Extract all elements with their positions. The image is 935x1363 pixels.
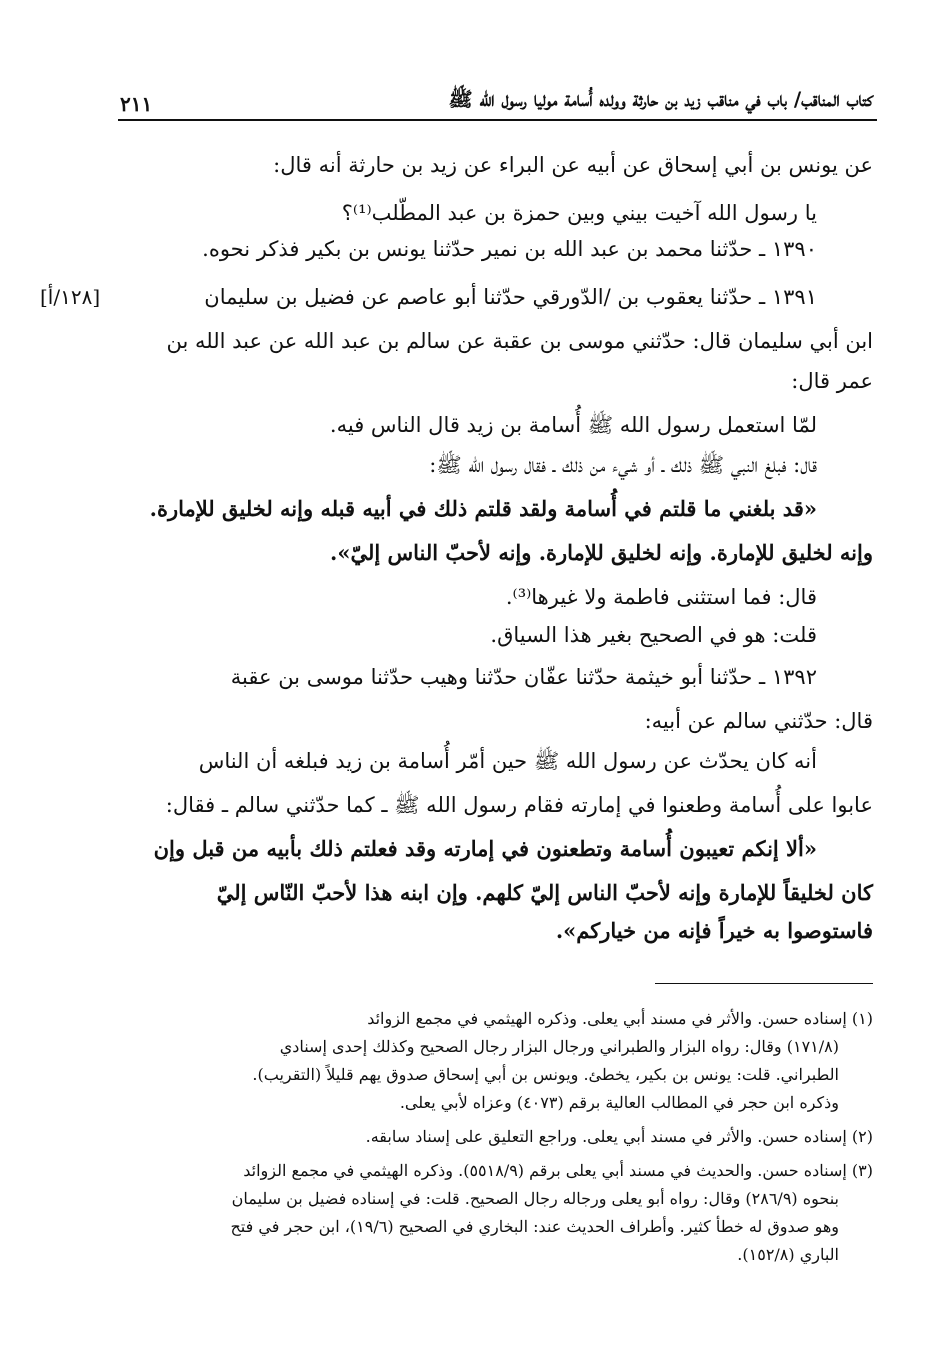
footnote-line xyxy=(126,1188,839,1210)
footnote-text: الباري (١٥٢/٨). xyxy=(737,1245,839,1264)
footnote-line xyxy=(126,1036,839,1058)
text-line xyxy=(126,584,817,610)
line-text: قال: فبلغ النبي ﷺ ذلك ـ أو شيء من ذلك ـ فقال رسول الله ﷺ: xyxy=(429,453,817,477)
text-line xyxy=(126,748,817,774)
line-text: ١٣٩٢ ـ حدّثنا أبو خيثمة حدّثنا عفّان حدّثنا وهيب حدّثنا موسى بن عقبة xyxy=(230,665,817,689)
text-line xyxy=(126,452,817,478)
footnote-line xyxy=(126,1064,839,1086)
text-line xyxy=(126,708,873,734)
text-line xyxy=(126,200,817,226)
text-line xyxy=(126,622,817,648)
line-text: كان لخليقاً للإمارة وإنه لأحبّ الناس إليّ كلهم. وإن ابنه هذا لأحبّ النّاس إليّ xyxy=(216,880,873,905)
footnote-line xyxy=(126,1126,873,1148)
footnote-text: الطبراني. قلت: يونس بن بكير، يخطئ. ويونس بن أبي إسحاق صدوق يهم قليلاً (التقريب). xyxy=(252,1065,839,1084)
footnote-line xyxy=(126,1160,873,1182)
line-text: ١٣٩١ ـ حدّثنا يعقوب بن /الدّورقي حدّثنا أبو عاصم عن فضيل بن سليمان xyxy=(204,285,817,309)
footnote-separator xyxy=(655,983,873,984)
text-line xyxy=(126,664,817,690)
line-text: «قد بلغني ما قلتم في أُسامة ولقد قلتم ذلك في أبيه قبله وإنه لخليق للإمارة. xyxy=(149,496,817,521)
text-line xyxy=(126,880,873,906)
footnote-line xyxy=(126,1092,839,1114)
header-rule xyxy=(118,119,877,121)
line-text: يا رسول الله آخيت بيني وبين حمزة بن عبد المطّلب⁽¹⁾؟ xyxy=(341,201,817,225)
footnote-text: (٣) إسناده حسن. والحديث في مسند أبي يعلى برقم (٥٥١٨/٩). وذكره الهيثمي في مجمع الزوائد xyxy=(243,1161,873,1180)
line-text: وإنه لخليق للإمارة. وإنه لخليق للإمارة. وإنه لأحبّ الناس إليّ». xyxy=(330,540,873,565)
line-text: عمر قال: xyxy=(791,369,873,393)
text-line xyxy=(126,412,817,438)
footnote-text: (١٧١/٨) وقال: رواه البزار والطبراني ورجال البزار رجال الصحيح وكذلك إحدى إسنادي xyxy=(279,1037,839,1056)
text-line xyxy=(126,540,873,566)
line-text: ١٣٩٠ ـ حدّثنا محمد بن عبد الله بن نمير حدّثنا يونس بن بكير فذكر نحوه. xyxy=(202,237,817,261)
text-line xyxy=(126,328,873,354)
line-text: لمّا استعمل رسول الله ﷺ أُسامة بن زيد قال الناس فيه. xyxy=(329,413,817,437)
text-line xyxy=(126,792,873,818)
line-text: قال: فما استثنى فاطمة ولا غيرها⁽³⁾. xyxy=(505,585,817,609)
text-line xyxy=(126,496,817,522)
line-text: فاستوصوا به خيراً فإنه من خياركم». xyxy=(555,918,873,943)
text-line xyxy=(126,836,817,862)
running-header xyxy=(120,84,873,116)
line-text: ابن أبي سليمان قال: حدّثني موسى بن عقبة عن سالم بن عبد الله عن عبد الله بن xyxy=(166,329,873,353)
text-line xyxy=(126,236,817,262)
text-line xyxy=(126,152,873,178)
footnote-text: وذكره ابن حجر في المطالب العالية برقم (٤٠٧٣) وعزاه لأبي يعلى. xyxy=(399,1093,839,1112)
line-text: «ألا إنكم تعيبون أُسامة وتطعنون في إمارته وقد فعلتم ذلك بأبيه من قبل وإن xyxy=(153,836,817,861)
footnote-line xyxy=(126,1008,873,1030)
line-text: عابوا على أُسامة وطعنوا في إمارته فقام رسول الله ﷺ ـ كما حدّثني سالم ـ فقال: xyxy=(165,793,873,817)
footnote-text: بنحوه (٢٨٦/٩) وقال: رواه أبو يعلى ورجاله رجال الصحيح. قلت: في إسناده فضيل بن سليمان xyxy=(231,1189,839,1208)
line-text: قال: حدّثني سالم عن أبيه: xyxy=(644,709,873,733)
footnote-line xyxy=(126,1244,839,1266)
text-line xyxy=(126,368,873,394)
header-title: كتاب المناقب/ باب في مناقب زيد بن حارثة وولده أُسامة موليا رسول الله ﷺ xyxy=(448,87,873,111)
folio-reference: [١٢٨/أ] xyxy=(40,285,101,309)
footnote-text: (١) إسناده حسن. والأثر في مسند أبي يعلى. وذكره الهيثمي في مجمع الزوائد xyxy=(367,1009,873,1028)
footnote-line xyxy=(126,1216,839,1238)
text-line xyxy=(40,284,817,310)
page-number: ٢١١ xyxy=(120,92,153,116)
footnote-text: (٢) إسناده حسن. والأثر في مسند أبي يعلى. وراجع التعليق على إسناد سابقه. xyxy=(365,1127,873,1146)
line-text: أنه كان يحدّث عن رسول الله ﷺ حين أمّر أُسامة بن زيد فبلغه أن الناس xyxy=(198,749,817,773)
line-text: قلت: هو في الصحيح بغير هذا السياق. xyxy=(490,623,817,647)
footnote-text: وهو صدوق له خطأ كثير. وأطراف الحديث عند: البخاري في الصحيح (١٩/٦)، ابن حجر في فتح xyxy=(230,1217,839,1236)
line-text: عن يونس بن أبي إسحاق عن أبيه عن البراء عن زيد بن حارثة أنه قال: xyxy=(273,153,873,177)
text-line xyxy=(126,918,873,944)
